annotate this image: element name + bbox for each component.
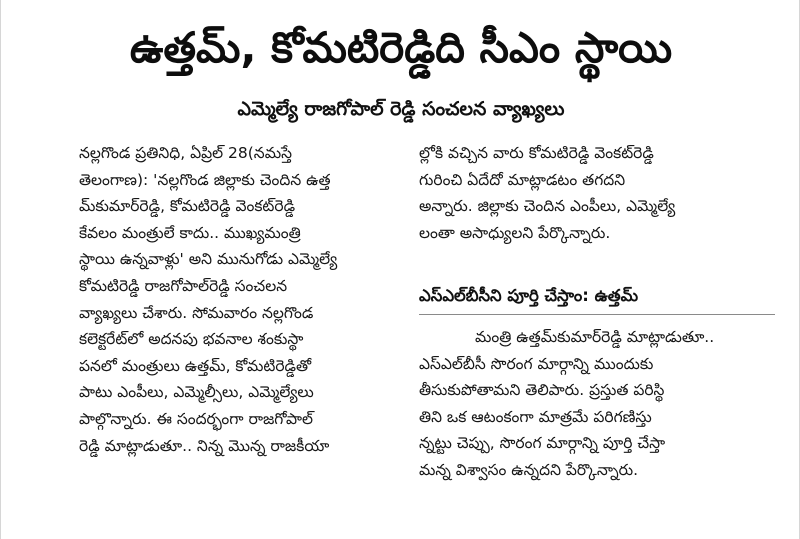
body-line: న్నట్టు చెప్పు, సొరంగ మార్గాన్ని పూర్తి చేస్తా	[419, 434, 666, 453]
subheadline: ఎమ్మెల్యే రాజగోపాల్ రెడ్డి సంచలన వ్యాఖ్యలు	[237, 98, 565, 120]
body-line: ల్లోకి వచ్చిన వారు కోమటిరెడ్డి వెంకట్‌రెడ్డి	[419, 144, 654, 162]
body-line: కలెక్టరేట్‌లో అదనపు భవనాల శంకుస్థా	[79, 330, 304, 349]
body-line: రెడ్డి మాట్లాడుతూ.. నిన్న మొన్న రాజకీయా	[79, 436, 330, 455]
body-line: మంత్రి ఉత్తమ్‌కుమార్‌రెడ్డి మాట్లాడుతూ..	[475, 328, 715, 346]
body-line: తీసుకుపోతామని తెలిపారు. ప్రస్తుత పరిస్థి	[419, 381, 665, 400]
body-line: తిని ఒక ఆటంకంగా మాత్రమే పరిగణిస్తు	[419, 407, 652, 426]
body-line: లంతా అసాధ్యులని పేర్కొన్నారు.	[419, 223, 611, 242]
body-line: ఎస్‌ఎల్‌బీసీ సొరంగ మార్గాన్ని ముందుకు	[419, 354, 654, 373]
right-column-bottom	[419, 324, 775, 484]
body-line: స్థాయి ఉన్నవాళ్లు' అని మునుగోడు ఎమ్మెల్యే	[79, 250, 338, 269]
body-line: తెలంగాణ): 'నల్లగొండ జిల్లాకు చెందిన ఉత్త	[79, 170, 331, 189]
body-line: కేవలం మంత్రులే కాదు.. ముఖ్యమంత్రి	[79, 223, 301, 242]
body-line: పనలో మంత్రులు ఉత్తమ్, కోమటిరెడ్డితో	[79, 356, 312, 375]
section-divider	[419, 314, 775, 315]
right-column-top	[419, 140, 775, 246]
body-line: వ్యాఖ్యలు చేశారు. సోమవారం నల్లగొండ	[79, 303, 314, 322]
body-line: కోమటిరెడ్డి రాజగోపాల్‌రెడ్డి సంచలన	[79, 276, 288, 295]
section-heading: ఎస్‌ఎల్‌బీసీని పూర్తి చేస్తాం: ఉత్తమ్	[419, 286, 639, 305]
body-line: మన్న విశ్వాసం ఉన్నదని పేర్కొన్నారు.	[419, 460, 639, 479]
body-line: అన్నారు. జిల్లాకు చెందిన ఎంపీలు, ఎమ్మెల్యే	[419, 197, 676, 216]
body-line: మ్‌కుమార్‌రెడ్డి, కోమటిరెడ్డి వెంకట్‌రెడ్డి	[79, 197, 296, 216]
body-line: నల్లగొండ ప్రతినిధి, ఏప్రిల్ 28(నమస్తే	[79, 144, 292, 162]
left-column	[79, 140, 395, 459]
body-line: పాటు ఎంపీలు, ఎమ్మెల్సీలు, ఎమ్మెల్యేలు	[79, 383, 314, 402]
section-heading-block	[419, 283, 759, 309]
headline: ఉత్తమ్, కోమటిరెడ్డిది సీఎం స్థాయి	[129, 23, 673, 72]
body-line: పాల్గొన్నారు. ఈ సందర్భంగా రాజగోపాల్	[79, 409, 314, 428]
body-line: గురించి ఏదేదో మాట్లాడటం తగదని	[419, 170, 626, 189]
